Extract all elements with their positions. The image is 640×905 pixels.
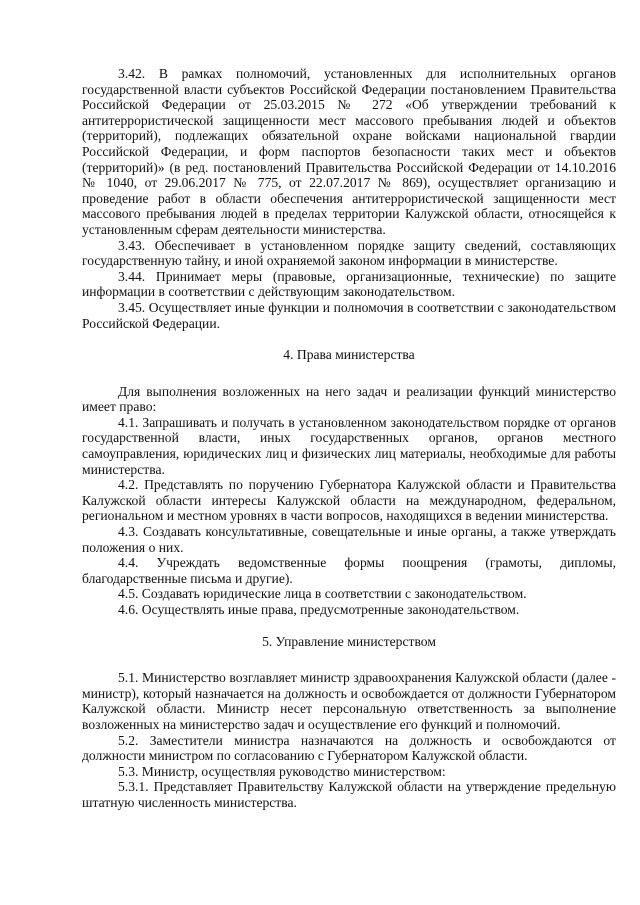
clause-3-43: 3.43. Обеспечивает в установленном порядке защиту сведений, составляющих государственную тайну, и иной охраняемой законом информации в министерстве. — [82, 237, 616, 269]
clause-4-1: 4.1. Запрашивать и получать в установленном законодательством порядке от органов государственной власти, иных государственных органов, органов местного самоуправления, юридических лиц и физических лиц материалы, необходимые для работы министерства. — [82, 414, 616, 477]
clause-4-5: 4.5. Создавать юридические лица в соответствии с законодательством. — [118, 586, 527, 602]
clause-5-3-1: 5.3.1. Представляет Правительству Калужской области на утверждение предельную штатную численность министерства. — [82, 779, 616, 810]
section-4-intro: Для выполнения возложенных на него задач и реализации функций министерство имеет право: — [82, 383, 616, 415]
section-4-body — [82, 384, 616, 618]
clause-3-45: 3.45. Осуществляет иные функции и полномочия в соответствии с законодательством Российской Федерации. — [82, 299, 616, 331]
section-5-heading: 5. Управление министерством — [262, 633, 436, 649]
clause-4-4: 4.4. Учреждать ведомственные формы поощрения (грамоты, дипломы, благодарственные письма и другие). — [82, 555, 616, 586]
clause-5-1: 5.1. Министерство возглавляет министр здравоохранения Калужской области (далее - министр), который назначается на должность и освобождается от должности Губернатором Калужской области. Министр несет персональную ответственность за выполнение возложенных на министерство задач и осуществление его функций и полномочий. — [82, 670, 616, 732]
clause-4-6: 4.6. Осуществлять иные права, предусмотренные законодательством. — [118, 602, 520, 617]
clause-3-42: 3.42. В рамках полномочий, установленных для исполнительных органов государственной власти субъектов Российской Федерации постановлением Правительства Российской Федерации от 25.03.2015 № 272 «Об утверждении требований к антитеррористической защищенности мест массового пребывания людей и объектов (территорий), подлежащих обязательной охране войсками национальной гвардии Российской Федерации, и форм паспортов безопасности таких мест и объектов (территорий)» (в ред. постановлений Правительства Российской Федерации от 14.10.2016 № 1040, от 29.06.2017 № 775, от 22.07.2017 № 869), осуществляет организацию и проведение работ в области обеспечения антитеррористической защищенности мест массового пребывания людей в пределах территории Калужской области, относящейся к установленным сферам деятельности министерства. — [82, 66, 616, 237]
section-3-continuation — [82, 66, 616, 331]
clause-4-2: 4.2. Представлять по поручению Губернатора Калужской области и Правительства Калужской области интересы Калужской области на международном, федеральном, региональном и местном уровнях в части вопросов, находящихся в ведении министерства. — [82, 477, 616, 524]
clause-5-2: 5.2. Заместители министра назначаются на должность и освобождаются от должности министром по согласованию с Губернатором Калужской области. — [82, 732, 616, 764]
section-4-heading: 4. Права министерства — [283, 347, 415, 363]
clause-5-3: 5.3. Министр, осуществляя руководство министерством: — [118, 763, 446, 779]
clause-4-3: 4.3. Создавать консультативные, совещательные и иные органы, а также утверждать положения о них. — [82, 524, 616, 555]
section-5-body — [82, 670, 616, 810]
clause-3-44: 3.44. Принимает меры (правовые, организационные, технические) по защите информации в соответствии с действующим законодательством. — [82, 268, 616, 300]
